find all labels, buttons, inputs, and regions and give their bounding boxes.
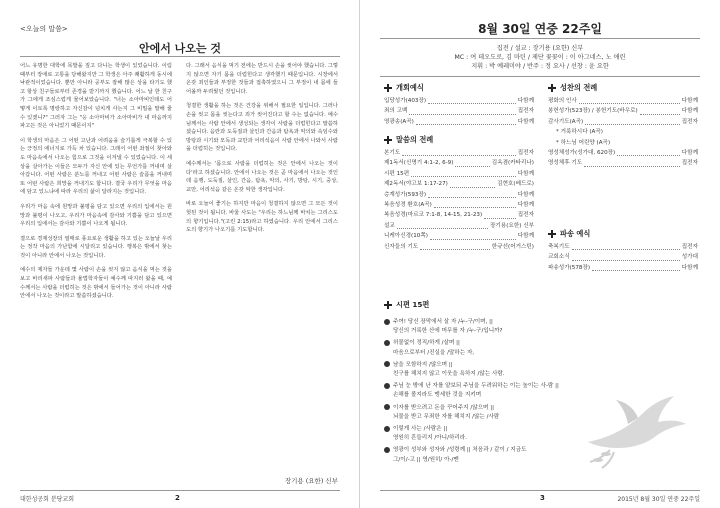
psalm-text	[384, 318, 594, 468]
title-divider	[20, 56, 340, 57]
order-row: 설교 장기용(요한) 신부	[384, 222, 534, 229]
order-row: 영성체성가(성가대, 620장) 다함께	[548, 149, 698, 156]
dismissal-rite	[548, 228, 698, 273]
officiant-line: 지휘 : 박 예레미야 / 반주 : 정 요사 / 선창 : 윤 요한	[471, 63, 609, 70]
section-heading: 말씀의 전례	[396, 135, 434, 144]
order-note: * 하느님 어린양 (A곡)	[556, 139, 611, 146]
order-row: 죄의 고백 집전자	[384, 108, 534, 115]
section-heading: 성찬의 전례	[560, 83, 598, 92]
order-row: 교회소식 성가대	[548, 254, 698, 261]
officiants	[380, 44, 700, 71]
page-number: 2	[175, 494, 180, 502]
bullet-icon	[384, 340, 390, 346]
footer-date: 2015년 8월 30일 연중 22주일	[617, 496, 700, 503]
bullet-icon	[384, 404, 390, 410]
order-row: 본기도 집전자	[384, 149, 534, 156]
cross-icon	[548, 84, 556, 92]
cross-icon	[548, 230, 556, 238]
article-title: 안에서 나오는 것	[138, 42, 222, 55]
psalm-verse: 남을 모함하지 /않으며 || 친구를 해치지 않고 이웃을 욕하지 /않는 사람.	[384, 361, 594, 379]
sermon-paragraph: 바로 오늘이 좋기는 하지만 마음이 청결하지 않으면 그 모든 것이 헛된 것이 됩니다. 바울 사도는 "우리는 하느님께 바치는 그리스도의 향기입니다."(고린 2:15)라고 하였습니다. 우리 안에서 그리스도의 향기가 나오기를 기도합니다.	[186, 201, 338, 234]
page-number: 3	[540, 494, 545, 502]
psalm-verse: 주님 눈 밖에 난 자를 얕보되 주님을 두려워하는 이는 높이는 사-람 || 손해를 볼지라도 맹세한 것을 지키며	[384, 382, 594, 400]
sermon-paragraph: 예수께서는 '몸으로 사람을 더럽히는 것은 안에서 나오는 것이다'라고 하셨습니다. 안에서 나오는 것은 곧 마음에서 나오는 것인데 음행, 도둑질, 살인, 간음, 탐욕, 악의, 사기, 방탕, 시기, 중상, 교만, 어리석음 같은 온갖 악한 생각입니다.	[186, 160, 338, 193]
bullet-icon	[384, 383, 390, 389]
bullet-icon	[384, 426, 390, 432]
order-row: 복음성경 환호(A곡) 다함께	[384, 201, 534, 208]
order-row: 복음성경(마르코 7:1-8, 14-15, 21-23) 집전자	[384, 212, 534, 219]
psalm-verse: 주여! 당신 장막에서 살 자 /누-구/이며, || 당신의 거룩한 산에 머무를 자 /누-구/입니까?	[384, 318, 594, 336]
sermon-author: 장기용 (요한) 신부	[284, 477, 338, 485]
sermon-paragraph: 우리가 마음 속에 원망과 불평을 담고 있으면 우리의 입에서는 원망과 불평이 나오고, 우리가 마음속에 감사와 기쁨을 담고 있으면 우리의 입에서는 감사와 기쁨이 나오게 됩니다.	[20, 203, 172, 228]
officiants-divider	[380, 76, 700, 77]
sermon-paragraph: 결으로 경제성장의 열매로 풍요로운 생활을 하고 있는 오늘날 우리는 정작 마음의 가난함에 시달리고 있습니다. 행복은 밖에서 찾는 것이 아니라 안에서 나오는 것입니다.	[20, 235, 172, 259]
opening-rite	[384, 82, 534, 127]
order-row: 제2독서(야고보 1:17-27) 김현호(베드로)	[384, 181, 534, 188]
order-row: 파송성가(578장) 다함께	[548, 264, 698, 271]
sermon-paragraph: 예수의 제자들 가운데 몇 사람이 손을 씻지 않고 음식을 먹는 것을 보고 바리새파 사람들과 율법학자들이 예수께 따지러 왔을 때, 예수께서는 사람을 더럽히는 것은 밖에서 들어가는 것이 아니라 사람 안에서 나오는 것이라고 말씀하셨습니다.	[20, 267, 172, 300]
order-row: 제1독서(신명기 4:1-2, 6-9) 김옥겸(카타리나)	[384, 160, 534, 167]
bullet-icon	[384, 361, 390, 367]
cross-icon	[384, 301, 392, 309]
cross-icon	[384, 136, 392, 144]
order-row: 신자들의 기도 한규선(어거스틴)	[384, 243, 534, 250]
sermon-paragraph: 청결한 생활을 하는 것은 건강을 위해서 필요한 일입니다. 그러나 손을 씻고 몸을 씻는다고 죄가 씻어진다고 할 수는 없습니다. 예수님께서는 사람 안에서 생성되는 생각이 사람을 더럽힌다고 말씀하셨습니다. 음란과 도둑질과 살인과 간음과 탐욕과 악의와 속임수와 방탕과 시기와 모독과 교만과 어리석음이 사람 안에서 나와서 사람을 더럽히는 것입니다.	[186, 103, 338, 153]
order-row: 축복기도 집전자	[548, 243, 698, 250]
order-row: 니케아신경(10쪽) 다함께	[384, 233, 534, 240]
sermon-paragraph: 다. 그래서 음식을 먹기 전에는 반드시 손을 씻어야 했습니다. 그렇지 않으면 자기 몸을 더럽힌다고 생각했기 때문입니다. 시장에서 온갖 죄인들과 부정한 것들과 접촉하였으니 그 부정이 내 몸에 들어올까 두려웠던 것입니다.	[186, 63, 338, 95]
psalm-verse: 이렇게 사는 /사람은 || 영원히 흔들리지 /아니/하리라.	[384, 425, 594, 443]
title-divider	[380, 38, 700, 39]
order-row: 시편 15편 다함께	[384, 170, 534, 177]
order-row: 평화의 인사 다함께	[548, 97, 698, 104]
officiant-line: MC : 여 데오도로, 김 마틴 / 제단 꽃꽂이 : 이 아그네스, 노 애린	[454, 54, 626, 61]
order-row: 입당성가(403장) 다함께	[384, 97, 534, 104]
liturgy-of-word	[384, 134, 534, 252]
psalm-verse: 영광이 성부와 성자와 /성령께 || 처음과 / 같이 / 지금도 그/이/-고 || 영/원히/ 아-/멘	[384, 446, 594, 464]
order-row: 봉헌성가(523장) / 봉헌기도(바우로) 다함께	[548, 108, 698, 115]
section-tag: <오늘의 말씀>	[20, 25, 68, 33]
footer-divider	[380, 490, 700, 491]
sermon-column-1	[20, 62, 172, 462]
section-heading: 개회예식	[396, 83, 424, 92]
cross-icon	[384, 84, 392, 92]
psalm-heading: 시편 15편	[384, 300, 429, 310]
order-row: 영성체후 기도 집전자	[548, 160, 698, 167]
service-title: 8월 30일 연중 22주일	[478, 22, 602, 36]
order-row: 감사기도(A곡) 집전자	[548, 118, 698, 125]
liturgy-of-sacrament	[548, 82, 698, 169]
bullet-icon	[384, 447, 390, 453]
sermon-paragraph: 이 학생의 마음은 그 어떤 고난과 어려움을 슬기롭게 극복할 수 있는 긍정의 에너지로 가득 차 있습니다. 그래서 어떤 좌절이 찾아와도 마음속에서 나오는 힘으로 그것을 이겨낼 수 있었습니다. 이 세상을 살아가는 이들은 모두가 자신 안에 있는 무언가를 꺼내며 살아갑니다. 어떤 사람은 분노를 꺼내고 어떤 사람은 슬픔을 꺼내며 또 어떤 사람은 희망을 꺼내기도 합니다. 결국 우리가 무엇을 마음에 담고 있느냐에 따라 우리의 삶이 달라지는 것입니다.	[20, 137, 172, 196]
sermon-column-2	[186, 62, 338, 462]
psalm-verse: 이자를 받으려고 돈을 꾸어주지 /않으며 || 뇌물을 받고 무죄한 자를 해치지 /않는 /사람	[384, 404, 594, 422]
footer-church-name: 대한성공회 분당교회	[20, 496, 75, 503]
footer-divider	[20, 490, 340, 491]
dove-icon	[580, 390, 690, 470]
order-note: * 거룩하시다 (A곡)	[556, 129, 603, 136]
psalm-verse: 허물없이 정직/하게 /살며 || 마음으로부터 /진실을 /말하는 자,	[384, 339, 594, 357]
order-row: 영광송(A곡) 다함께	[384, 118, 534, 125]
section-heading: 파송 예식	[560, 229, 591, 238]
order-row: 층계성가(593장) 다함께	[384, 191, 534, 198]
officiant-line: 집전 / 설교 : 장기용 (요한) 신부	[496, 45, 584, 52]
bullet-icon	[384, 319, 390, 325]
sermon-paragraph: 어느 유명한 대학에 목발을 짚고 다니는 학생이 있었습니다. 이림 때부터 장애로 고통을 당해왔지만 그 학생은 아주 쾌활하게 동시에 낙관적이었습니다. 뿐만 아니라 공부도 잘해 많은 상을 타기도 했고 항상 친구들로부터 존경을 받기까지 했습니다. 어느 날 한 친구가 그에게 조심스럽게 물어보았습니다. "너는 소아마비인데도 어떻게 이토록 명랑하고 자신감이 넘치게 사는지 그 비밀을 말해 줄 수 있겠니?" 그러자 그는 "응 소아마비가 소아마비가 내 마음까지 파고든 것은 아니었기 때문이지"	[20, 63, 172, 130]
